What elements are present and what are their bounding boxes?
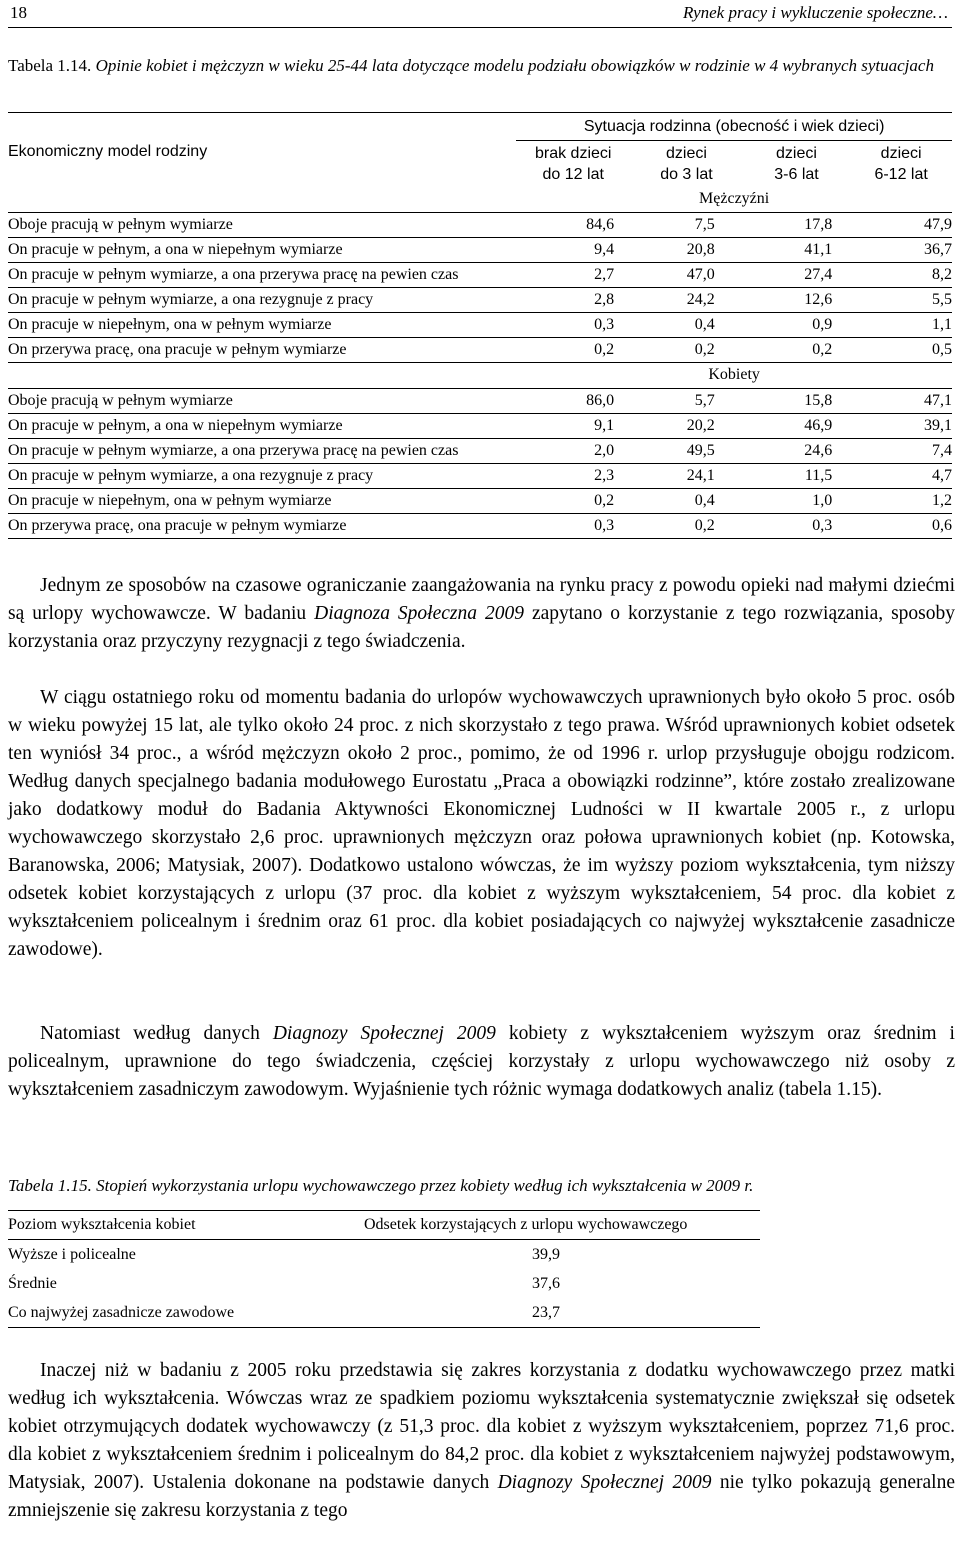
table-1-14-caption bbox=[8, 55, 948, 77]
table-cell: 2,0 bbox=[516, 438, 630, 463]
column-header: Poziom wykształcenia kobiet bbox=[8, 1211, 364, 1240]
page-number: 18 bbox=[10, 3, 27, 22]
section-label: Mężczyźni bbox=[516, 187, 952, 213]
row-label: On pracuje w pełnym wymiarze, a ona przerywa pracę na pewien czas bbox=[8, 438, 516, 463]
table-cell: 46,9 bbox=[743, 413, 851, 438]
row-header: Ekonomiczny model rodziny bbox=[8, 113, 516, 187]
table-cell: 8,2 bbox=[850, 262, 952, 287]
table-cell: 5,7 bbox=[630, 388, 743, 413]
running-title: Rynek pracy i wykluczenie społeczne… bbox=[683, 3, 948, 22]
table-row bbox=[8, 337, 952, 362]
table-cell: 0,9 bbox=[743, 312, 851, 337]
row-label: Co najwyżej zasadnicze zawodowe bbox=[8, 1298, 364, 1328]
table-row bbox=[8, 1298, 760, 1328]
column-header: brak dzieci do 12 lat bbox=[534, 144, 612, 183]
table-cell: 20,8 bbox=[630, 237, 743, 262]
table-cell: 0,3 bbox=[516, 513, 630, 538]
table-row bbox=[8, 262, 952, 287]
row-label: Wyższe i policealne bbox=[8, 1245, 136, 1263]
table-row bbox=[8, 212, 952, 237]
table-cell: 47,9 bbox=[850, 212, 952, 237]
paragraph: Inaczej niż w badaniu z 2005 roku przedstawia się zakres korzystania z dodatku wychowawczego przez matki według ich wykształcenia. Wówczas wraz ze spadkiem poziomu wykształcenia systematycznie zwiększał się odsetek kobiet otrzymujących dodatek wychowawczy (z 51,3 proc. dla kobiet z wyższym wykształceniem, poprzez 71,6 proc. dla kobiet z wykształceniem średnim i policealnym do 84,2 proc. dla kobiet z wykształceniem najwyżej podstawowym, Matysiak, 2007). Ustalenia dokonane na podstawie danych Diagnozy Społecznej 2009 nie tylko pokazują generalne zmniejszenie się zakresu korzystania z tego bbox=[8, 1360, 955, 1521]
table-cell: 0,4 bbox=[630, 488, 743, 513]
table-cell: 24,2 bbox=[630, 287, 743, 312]
table-cell: 1,2 bbox=[850, 488, 952, 513]
table-cell: 86,0 bbox=[516, 388, 630, 413]
table-cell: 9,1 bbox=[516, 413, 630, 438]
table-row bbox=[8, 413, 952, 438]
table-cell: 0,3 bbox=[743, 513, 851, 538]
row-label: On pracuje w niepełnym, ona w pełnym wymiarze bbox=[8, 488, 516, 513]
table-cell: 27,4 bbox=[743, 262, 851, 287]
table-cell: 0,2 bbox=[743, 337, 851, 362]
table-cell: 47,0 bbox=[630, 262, 743, 287]
table-cell: 11,5 bbox=[743, 463, 851, 488]
table-row bbox=[8, 488, 952, 513]
table-row bbox=[8, 388, 952, 413]
table-cell: 37,6 bbox=[532, 1274, 560, 1292]
table-1-15 bbox=[8, 1210, 760, 1328]
table-cell: 39,1 bbox=[850, 413, 952, 438]
row-label: On przerywa pracę, ona pracuje w pełnym wymiarze bbox=[8, 337, 516, 362]
table-cell: 9,4 bbox=[516, 237, 630, 262]
table-row bbox=[8, 513, 952, 538]
table-cell: 0,2 bbox=[630, 337, 743, 362]
group-header: Sytuacja rodzinna (obecność i wiek dzieci) bbox=[516, 113, 952, 141]
paragraph: W ciągu ostatniego roku od momentu badania do urlopów wychowawczych uprawnionych było około 5 proc. osób w wieku powyżej 15 lat, ale tylko około 24 proc. z nich skorzystało z tego prawa. Wśród uprawnionych kobiet odsetek ten wyniósł 34 proc., a wśród mężczyzn około 2 proc., pomimo, że od 1996 r. urlop przysługuje obojgu rodzicom. Według danych specjalnego badania modułowego Eurostatu „Praca a obowiązki rodzinne”, które zostało zrealizowane jako dodatkowy moduł do Badania Aktywności Ekonomicznej Ludności w II kwartale 2005 r., z urlopu wychowawczego skorzystało 2,6 proc. uprawnionych mężczyzn oraz połowa uprawnionych kobiet (np. Kotowska, Baranowska, 2006; Matysiak, 2007). Dodatkowo ustalono wówczas, że im wyższy poziom wykształcenia, tym niższy odsetek kobiet korzystających z urlopu (37 proc. dla kobiet z wyższym wykształceniem, 54 proc. dla kobiet z wykształceniem policealnym i średnim oraz 61 proc. dla kobiet posiadających co najwyżej wykształcenie zasadnicze zawodowe). bbox=[8, 687, 955, 960]
table-cell: 0,6 bbox=[850, 513, 952, 538]
table-row bbox=[8, 287, 952, 312]
table-row bbox=[8, 1240, 760, 1270]
column-header: dzieci 6-12 lat bbox=[874, 144, 928, 183]
table-cell: 24,1 bbox=[630, 463, 743, 488]
row-label: On przerywa pracę, ona pracuje w pełnym wymiarze bbox=[8, 513, 516, 538]
table-row bbox=[8, 237, 952, 262]
table-cell: 2,3 bbox=[516, 463, 630, 488]
row-label: On pracuje w pełnym wymiarze, a ona przerywa pracę na pewien czas bbox=[8, 262, 516, 287]
table-cell: 41,1 bbox=[743, 237, 851, 262]
table-cell: 20,2 bbox=[630, 413, 743, 438]
section-label: Kobiety bbox=[516, 362, 952, 388]
column-header: Odsetek korzystających z urlopu wychowawczego bbox=[364, 1211, 760, 1240]
row-label: On pracuje w pełnym, a ona w niepełnym wymiarze bbox=[8, 237, 516, 262]
table-cell: 24,6 bbox=[743, 438, 851, 463]
table-1-15-caption: Tabela 1.15. Stopień wykorzystania urlopu wychowawczego przez kobiety według ich wykształcenia w 2009 r. bbox=[8, 1176, 754, 1195]
paragraph: Natomiast według danych Diagnozy Społecznej 2009 kobiety z wykształceniem wyższym oraz średnim i policealnym, uprawnione do tego świadczenia, częściej korzystały z urlopu wychowawczego niż osoby z wykształceniem zasadniczym zawodowym. Wyjaśnienie tych różnic wymaga dodatkowych analiz (tabela 1.15). bbox=[8, 1023, 955, 1100]
row-label: On pracuje w pełnym wymiarze, a ona rezygnuje z pracy bbox=[8, 463, 516, 488]
row-label: On pracuje w pełnym, a ona w niepełnym wymiarze bbox=[8, 413, 516, 438]
table-cell: 4,7 bbox=[850, 463, 952, 488]
table-cell: 17,8 bbox=[743, 212, 851, 237]
table-cell: 0,2 bbox=[516, 488, 630, 513]
row-label: Oboje pracują w pełnym wymiarze bbox=[8, 212, 516, 237]
table-row bbox=[8, 438, 952, 463]
caption-text: Opinie kobiet i mężczyzn w wieku 25-44 lata dotyczące modelu podziału obowiązków w rodzinie w 4 wybranych sytuacjach bbox=[95, 56, 934, 75]
paragraph: Jednym ze sposobów na czasowe ograniczanie zaangażowania na rynku pracy z powodu opieki nad małymi dziećmi są urlopy wychowawcze. W badaniu Diagnoza Społeczna 2009 zapytano o korzystanie z tego rozwiązania, sposoby korzystania oraz przyczyny rezygnacji z tego świadczenia. bbox=[8, 575, 956, 652]
table-cell: 36,7 bbox=[850, 237, 952, 262]
row-label: Oboje pracują w pełnym wymiarze bbox=[8, 388, 516, 413]
table-cell: 39,9 bbox=[532, 1245, 560, 1263]
table-cell: 0,4 bbox=[630, 312, 743, 337]
table-row bbox=[8, 463, 952, 488]
table-cell: 47,1 bbox=[850, 388, 952, 413]
table-cell: 0,2 bbox=[516, 337, 630, 362]
table-cell: 0,2 bbox=[630, 513, 743, 538]
table-cell: 2,8 bbox=[516, 287, 630, 312]
column-header: dzieci 3-6 lat bbox=[774, 144, 819, 183]
table-cell: 7,4 bbox=[850, 438, 952, 463]
caption-label: Tabela 1.14. bbox=[8, 56, 92, 75]
table-cell: 2,7 bbox=[516, 262, 630, 287]
table-row bbox=[8, 1269, 760, 1298]
table-row bbox=[8, 312, 952, 337]
row-label: Średnie bbox=[8, 1274, 57, 1292]
table-cell: 49,5 bbox=[630, 438, 743, 463]
table-cell: 0,5 bbox=[850, 337, 952, 362]
table-1-14 bbox=[8, 112, 952, 539]
row-label: On pracuje w pełnym wymiarze, a ona rezygnuje z pracy bbox=[8, 287, 516, 312]
table-cell: 5,5 bbox=[850, 287, 952, 312]
page-header bbox=[8, 3, 952, 28]
table-cell: 15,8 bbox=[743, 388, 851, 413]
column-header: dzieci do 3 lat bbox=[660, 144, 713, 183]
table-cell: 84,6 bbox=[516, 212, 630, 237]
table-cell: 12,6 bbox=[743, 287, 851, 312]
table-cell: 23,7 bbox=[364, 1298, 760, 1328]
table-cell: 1,1 bbox=[850, 312, 952, 337]
table-cell: 1,0 bbox=[743, 488, 851, 513]
row-label: On pracuje w niepełnym, ona w pełnym wymiarze bbox=[8, 312, 516, 337]
table-cell: 0,3 bbox=[516, 312, 630, 337]
table-cell: 7,5 bbox=[630, 212, 743, 237]
